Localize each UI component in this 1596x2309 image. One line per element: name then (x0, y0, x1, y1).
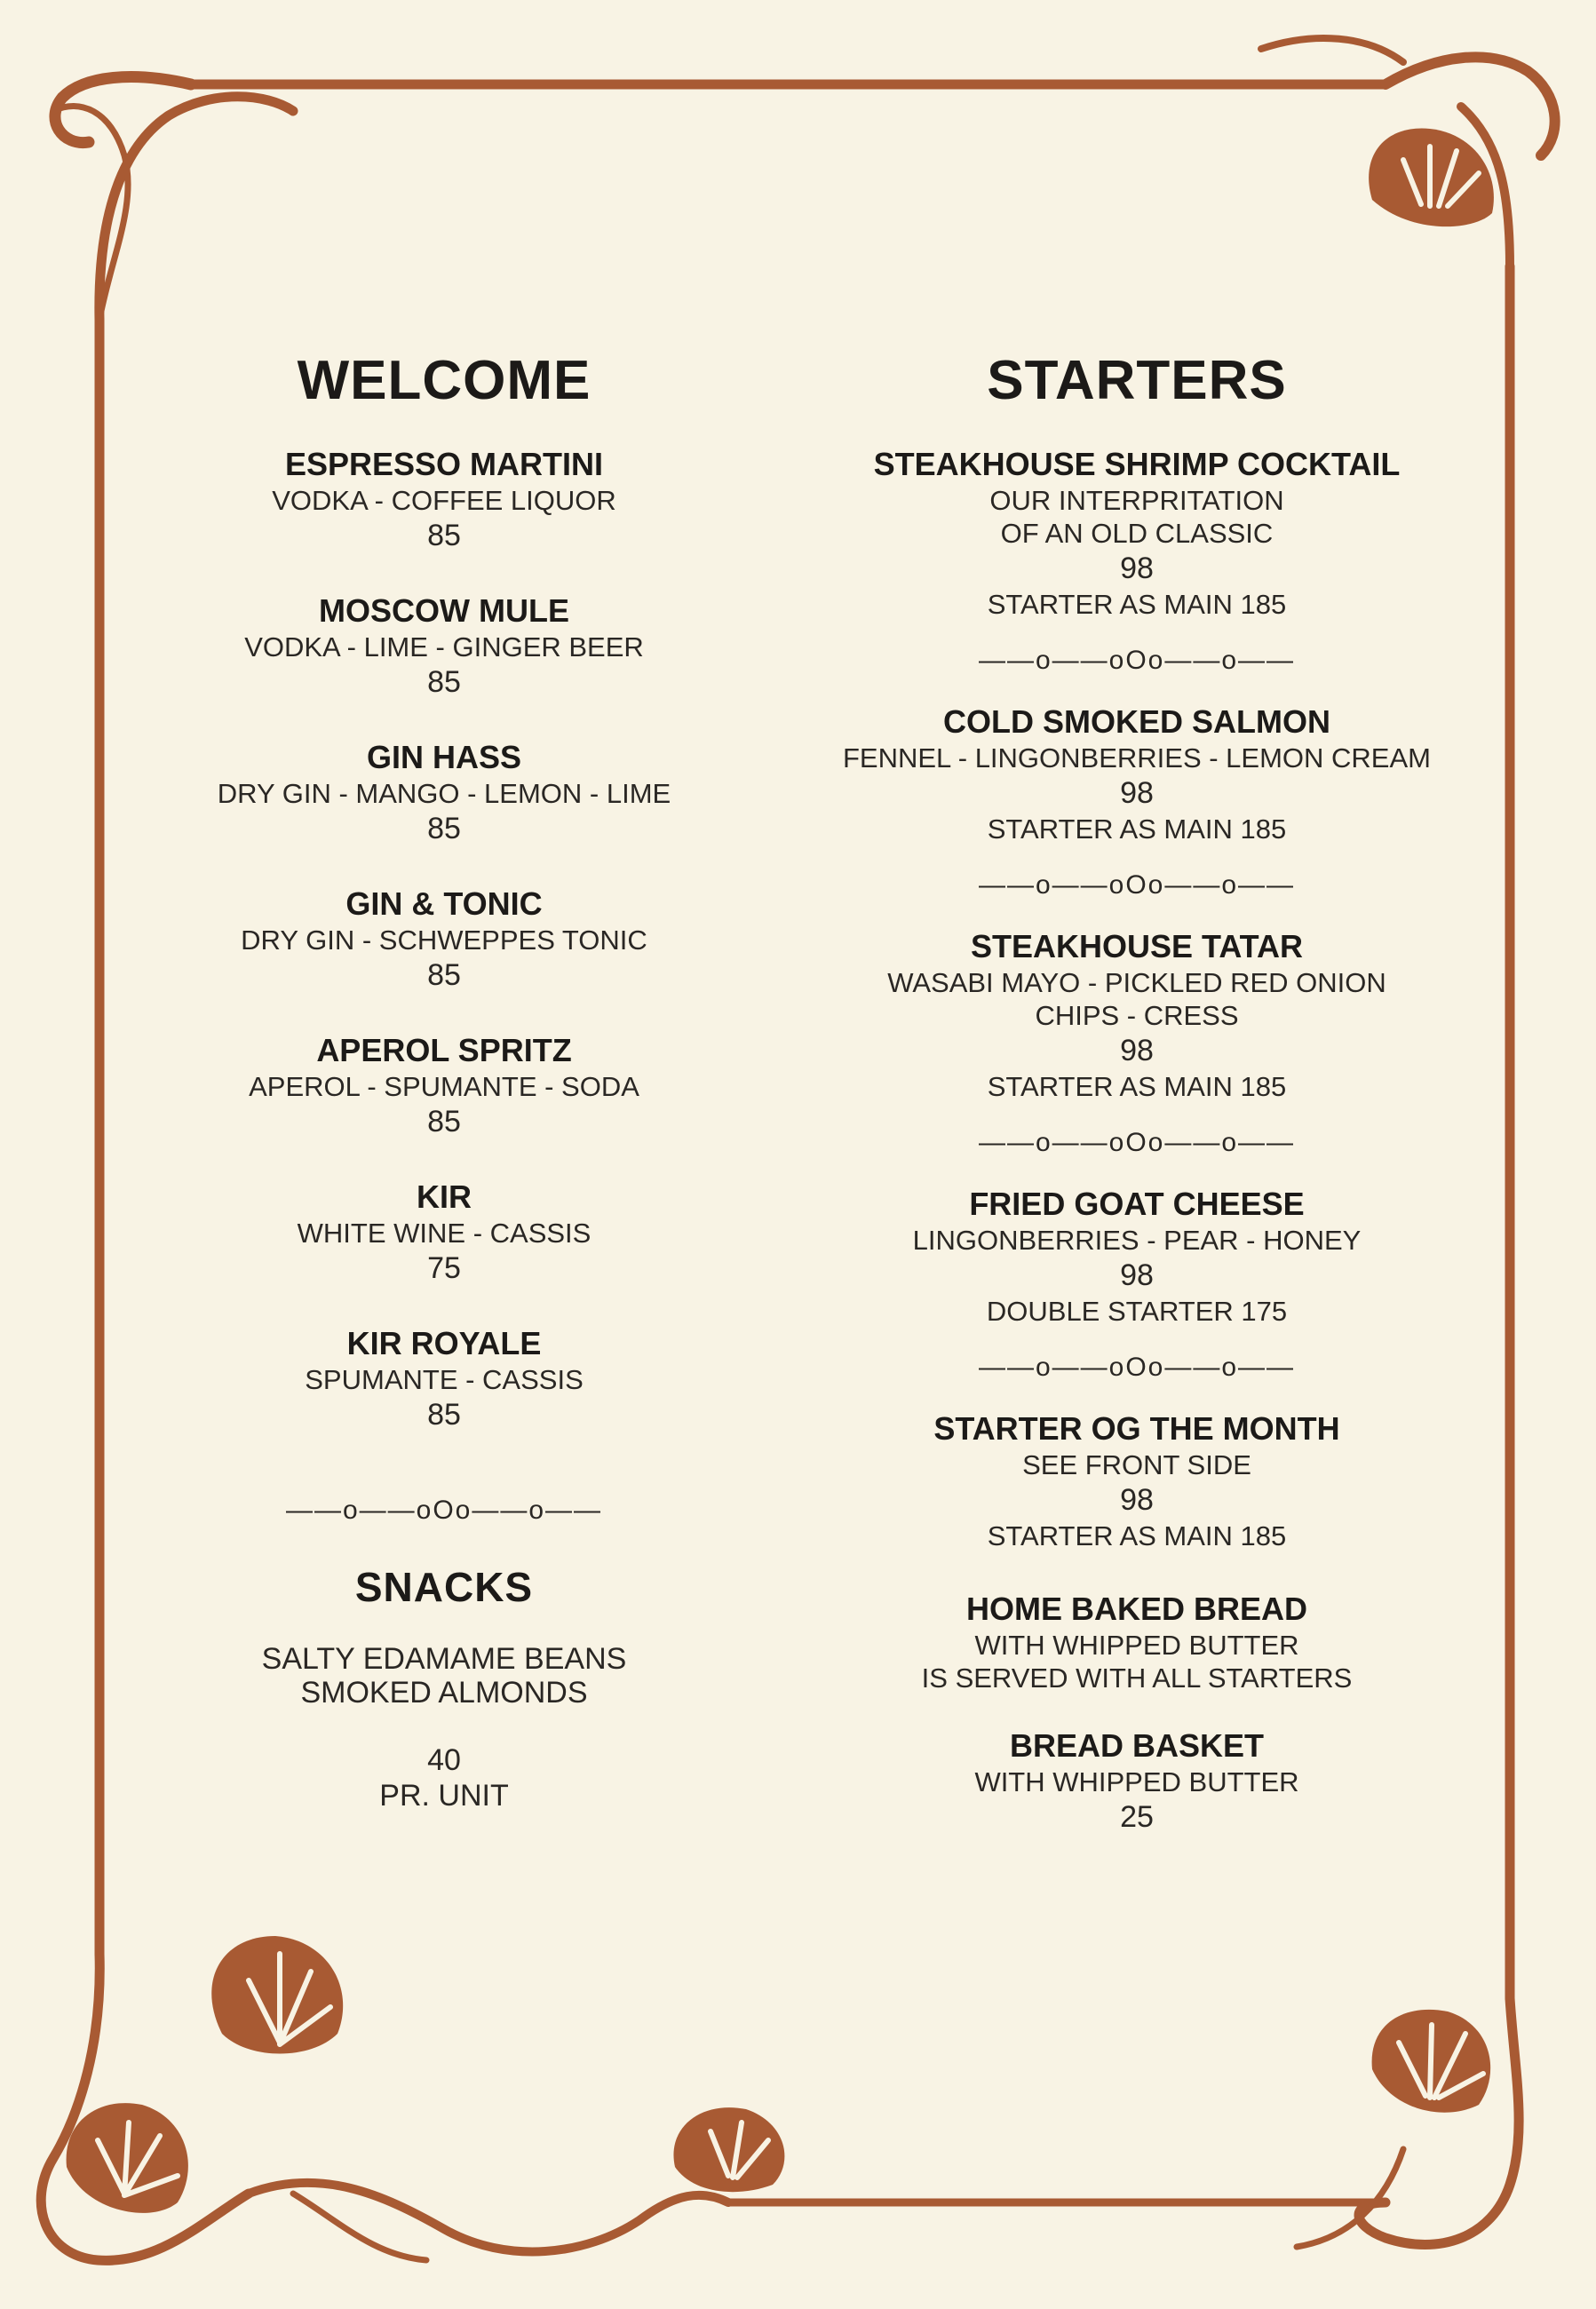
item-description: WITH WHIPPED BUTTER (974, 1630, 1299, 1662)
welcome-title: WELCOME (297, 350, 592, 411)
item-price: 85 (427, 958, 461, 993)
menu-item (817, 445, 1457, 623)
item-description: WITH WHIPPED BUTTER (974, 1766, 1299, 1798)
menu-item (817, 702, 1457, 847)
ornamental-divider: ——o——oOo——o—— (978, 646, 1296, 676)
item-name: ESPRESSO MARTINI (284, 446, 604, 483)
snack-unit: PR. UNIT (379, 1778, 509, 1813)
item-description: APEROL - SPUMANTE - SODA (249, 1071, 639, 1103)
item-price: 98 (1120, 551, 1154, 586)
menu-item (178, 445, 711, 554)
starters-column (817, 351, 1457, 1859)
item-name: BREAD BASKET (1009, 1727, 1264, 1765)
item-description: WASABI MAYO - PICKLED RED ONION (887, 967, 1386, 999)
item-note: STARTER AS MAIN 185 (987, 1520, 1287, 1552)
item-description: WHITE WINE - CASSIS (297, 1218, 592, 1250)
item-price: 25 (1120, 1800, 1154, 1835)
item-description: CHIPS - CRESS (1035, 1000, 1239, 1032)
item-description: FENNEL - LINGONBERRIES - LEMON CREAM (842, 742, 1431, 774)
item-note: STARTER AS MAIN 185 (987, 1071, 1287, 1103)
snack-price: 40 (427, 1742, 461, 1777)
item-price: 98 (1120, 1258, 1154, 1293)
item-price: 85 (427, 665, 461, 700)
item-name: GIN & TONIC (345, 885, 543, 923)
item-name: KIR ROYALE (346, 1325, 542, 1362)
snack-item: SMOKED ALMONDS (300, 1675, 588, 1710)
item-name: COLD SMOKED SALMON (943, 703, 1330, 741)
menu-item (817, 1185, 1457, 1329)
item-description: VODKA - COFFEE LIQUOR (272, 485, 616, 517)
item-description: LINGONBERRIES - PEAR - HONEY (912, 1225, 1362, 1257)
ornamental-divider: ——o——oOo——o—— (285, 1496, 603, 1526)
item-description: OUR INTERPRITATION (989, 485, 1284, 517)
menu-item (178, 738, 711, 847)
menu-item (817, 1590, 1457, 1694)
ornamental-divider: ——o——oOo——o—— (978, 870, 1296, 901)
item-price: 98 (1120, 1483, 1154, 1518)
item-note: STARTER AS MAIN 185 (987, 813, 1287, 845)
item-description: DRY GIN - SCHWEPPES TONIC (241, 924, 647, 956)
menu-item (178, 1178, 711, 1287)
ornamental-divider: ——o——oOo——o—— (978, 1128, 1296, 1158)
item-description: OF AN OLD CLASSIC (1000, 518, 1274, 550)
item-price: 85 (427, 1105, 461, 1139)
item-description: SPUMANTE - CASSIS (305, 1364, 584, 1396)
snacks-title: SNACKS (354, 1564, 534, 1611)
menu-item (178, 591, 711, 701)
item-price: 85 (427, 519, 461, 553)
item-name: HOME BAKED BREAD (965, 1591, 1307, 1628)
item-name: APEROL SPRITZ (316, 1032, 572, 1069)
ornamental-divider: ——o——oOo——o—— (978, 1353, 1296, 1383)
item-description: DRY GIN - MANGO - LEMON - LIME (217, 778, 671, 810)
item-name: MOSCOW MULE (319, 592, 569, 630)
menu-item (817, 1726, 1457, 1836)
item-price: 85 (427, 812, 461, 846)
item-description: IS SERVED WITH ALL STARTERS (921, 1662, 1353, 1694)
item-name: STARTER OG THE MONTH (933, 1410, 1340, 1448)
item-name: KIR (417, 1178, 472, 1216)
menu-item (178, 1324, 711, 1433)
item-note: STARTER AS MAIN 185 (987, 589, 1287, 621)
menu-item (817, 927, 1457, 1105)
menu-item (178, 885, 711, 994)
item-price: 98 (1120, 776, 1154, 811)
item-price: 75 (427, 1251, 461, 1286)
menu-item (817, 1409, 1457, 1554)
item-name: STEAKHOUSE TATAR (971, 928, 1303, 965)
item-name: FRIED GOAT CHEESE (969, 1186, 1305, 1223)
item-price: 85 (427, 1398, 461, 1432)
item-price: 98 (1120, 1034, 1154, 1068)
menu-item (178, 1031, 711, 1140)
item-name: STEAKHOUSE SHRIMP COCKTAIL (873, 446, 1401, 483)
welcome-column (178, 351, 711, 1813)
snack-item: SALTY EDAMAME BEANS (261, 1641, 627, 1676)
item-description: SEE FRONT SIDE (1022, 1449, 1251, 1481)
item-note: DOUBLE STARTER 175 (986, 1296, 1288, 1328)
item-description: VODKA - LIME - GINGER BEER (244, 631, 644, 663)
starters-title: STARTERS (987, 350, 1287, 411)
snacks-section (178, 1565, 711, 1813)
item-name: GIN HASS (366, 739, 522, 776)
